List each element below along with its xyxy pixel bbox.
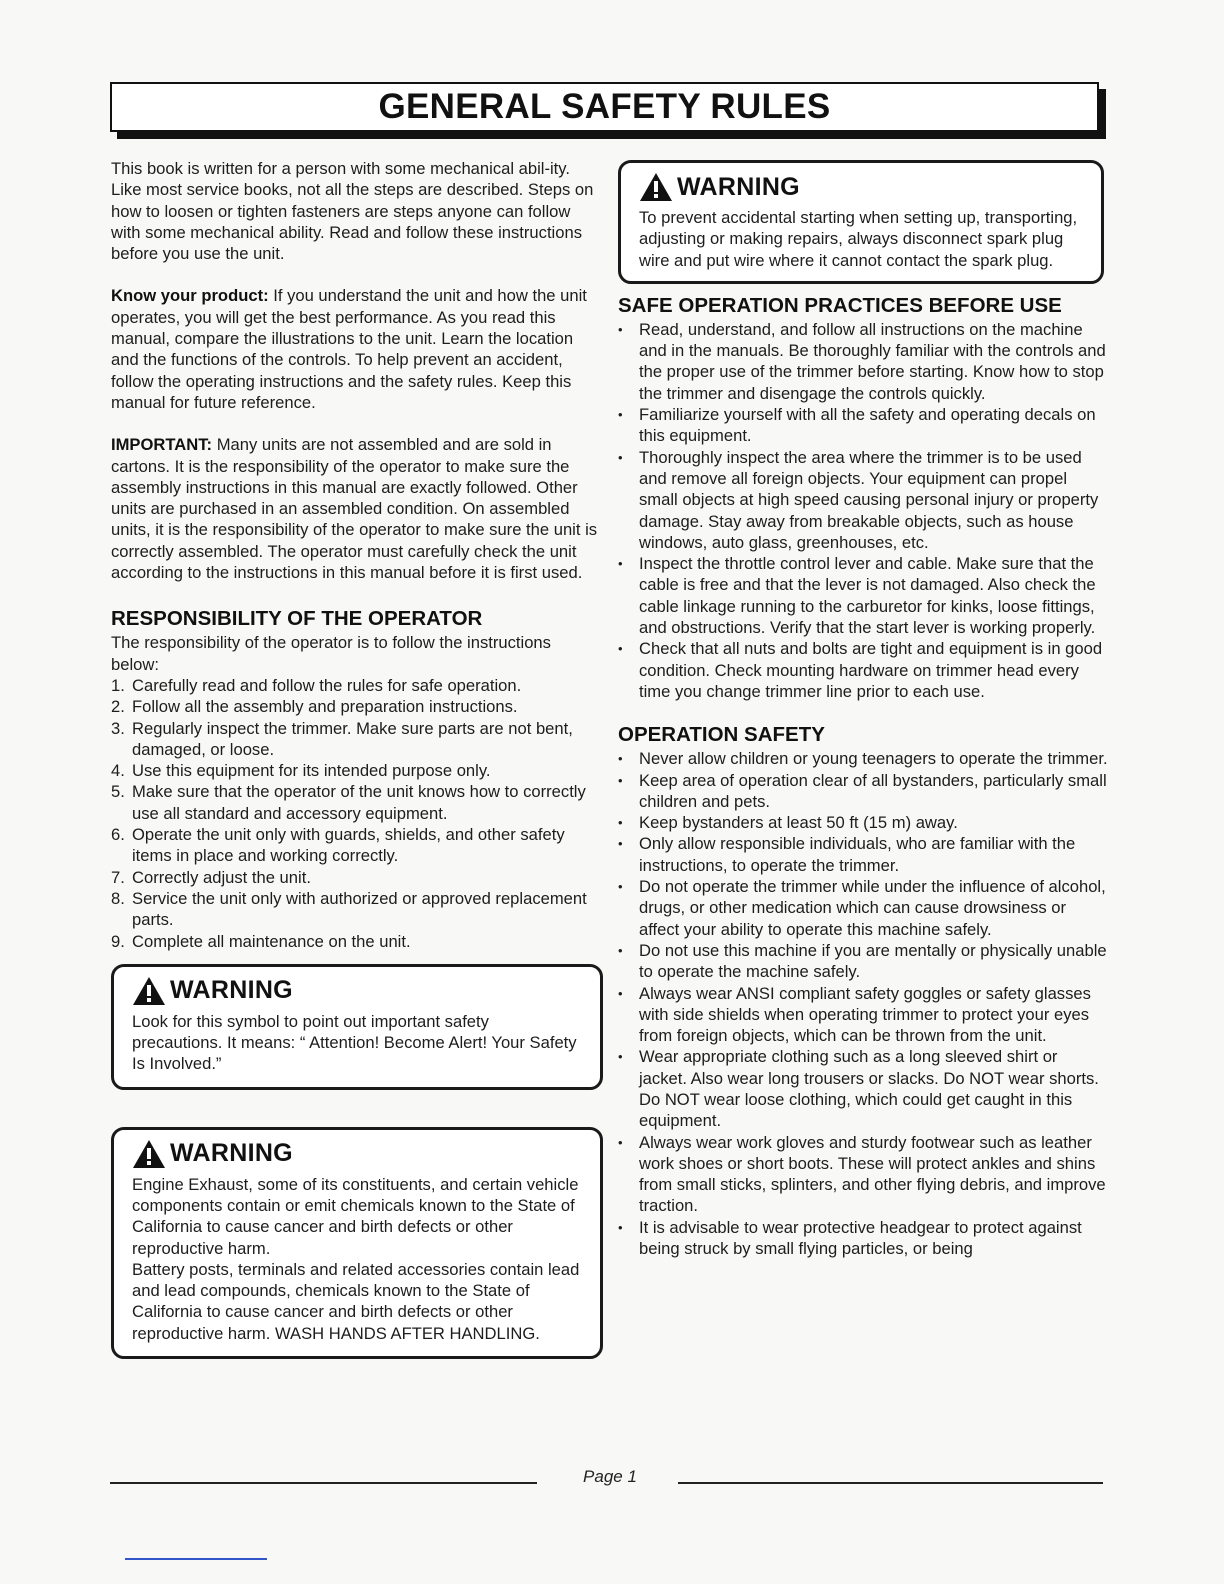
important-paragraph [111, 434, 599, 583]
list-item [618, 319, 1110, 404]
list-item [111, 888, 599, 931]
warning-label: WARNING [170, 976, 293, 1005]
item-number: 6. [111, 825, 125, 845]
warning-box-spark-plug [618, 160, 1104, 284]
warning-triangle-icon [132, 975, 166, 1007]
warning-box-california [111, 1127, 603, 1359]
item-text: Always wear work gloves and sturdy footwear such as leather work shoes or short boots. These will protect ankles and shins from small sticks, splinters, and other flying debris, and improve traction. [639, 1132, 1106, 1216]
page-number: Page 1 [583, 1467, 637, 1486]
bullet: • [618, 641, 623, 657]
item-text: Keep bystanders at least 50 ft (15 m) away. [639, 813, 958, 833]
item-text: It is advisable to wear protective headgear to protect against being struck by small flying particles, or being [639, 1217, 1082, 1259]
list-item [111, 867, 599, 888]
warning-label: WARNING [170, 1139, 293, 1168]
responsibility-list [111, 675, 599, 952]
bullet: • [618, 321, 623, 337]
operation-safety-list [618, 748, 1110, 1259]
warning-text-exhaust: Engine Exhaust, some of its constituents, and certain vehicle components contain or emit chemicals known to the State of California to cause cancer and birth defects or other reproductive harm. [132, 1174, 579, 1258]
list-item [618, 748, 1110, 769]
list-item [618, 553, 1110, 638]
bullet: • [618, 942, 623, 958]
item-text: Read, understand, and follow all instructions on the machine and in the manuals. Be thoroughly familiar with the controls and the proper use of the trimmer before starting. Know how to stop the trimmer and disengage the controls quickly. [639, 319, 1106, 403]
list-item [618, 1217, 1110, 1260]
list-item [111, 824, 599, 867]
list-item [111, 760, 599, 781]
item-text: Thoroughly inspect the area where the trimmer is to be used and remove all foreign objects. Your equipment can propel small objects at high speed causing personal injury or property damage. Stay away from breakable objects, such as house windows, auto glass, greenhouses, etc. [639, 447, 1099, 552]
item-text: Carefully read and follow the rules for safe operation. [132, 675, 522, 695]
before-use-list [618, 319, 1110, 702]
before-use-heading: SAFE OPERATION PRACTICES BEFORE USE [618, 293, 1062, 317]
list-item [111, 675, 599, 696]
list-item [618, 983, 1110, 1047]
list-item [618, 447, 1110, 553]
item-text: Make sure that the operator of the unit knows how to correctly use all standard and accessory equipment. [132, 782, 586, 823]
warning-triangle-icon [132, 1138, 166, 1170]
bullet: • [618, 449, 623, 465]
item-number: 8. [111, 888, 125, 908]
list-item [618, 812, 1110, 833]
item-text: Operate the unit only with guards, shields, and other safety items in place and working correctly. [132, 825, 565, 866]
bullet: • [618, 879, 623, 895]
responsibility-heading: RESPONSIBILITY OF THE OPERATOR [111, 607, 483, 631]
item-number: 5. [111, 782, 125, 802]
item-text: Complete all maintenance on the unit. [132, 931, 411, 951]
item-number: 9. [111, 931, 125, 951]
list-item [618, 940, 1110, 983]
left-column [111, 158, 599, 1359]
bullet: • [618, 836, 623, 852]
know-product-label: Know your product: [111, 286, 269, 306]
item-text: Inspect the throttle control lever and cable. Make sure that the cable is free and that the lever is not damaged. Also check the cable linkage running to the carburetor for kinks, loose fittings, and obstructions. Verify that the start lever is working properly. [639, 554, 1096, 638]
responsibility-intro: The responsibility of the operator is to follow the instructions below: [111, 633, 551, 674]
item-text: Regularly inspect the trimmer. Make sure parts are not bent, damaged, or loose. [132, 718, 573, 759]
item-number: 7. [111, 867, 125, 887]
bullet: • [618, 407, 623, 423]
item-number: 4. [111, 761, 125, 781]
item-text: Follow all the assembly and preparation instructions. [132, 697, 518, 717]
warning-triangle-icon [639, 171, 673, 203]
item-text: Always wear ANSI compliant safety goggles or safety glasses with side shields when operating trimmer to protect your eyes from foreign objects, which can be thrown from the unit. [639, 983, 1091, 1046]
item-text: Keep area of operation clear of all bystanders, particularly small children and pets. [639, 770, 1107, 811]
warning-label: WARNING [677, 172, 800, 201]
bullet: • [618, 1134, 623, 1150]
item-text: Never allow children or young teenagers to operate the trimmer. [639, 749, 1108, 769]
list-item [618, 1046, 1110, 1131]
know-product-text: If you understand the unit and how the unit operates, you will get the best performance. As you read this manual, compare the illustrations to the unit. Learn the location and the functions of the controls. To help prevent an accident, follow the operating instructions and the safety rules. Keep this manual for future reference. [111, 286, 587, 412]
list-item [618, 876, 1110, 940]
list-item [111, 931, 599, 952]
bullet: • [618, 1219, 623, 1235]
item-text: Only allow responsible individuals, who are familiar with the instructions, to operate the trimmer. [639, 834, 1076, 875]
warning-header [132, 973, 582, 1009]
warning-text-battery: Battery posts, terminals and related accessories contain lead and lead compounds, chemicals known to the State of California to cause cancer and birth defects or other reproductive harm. WASH HANDS AFTER HANDLING. [132, 1259, 580, 1343]
item-text: Correctly adjust the unit. [132, 867, 311, 887]
list-item [618, 833, 1110, 876]
warning-header [639, 169, 1083, 205]
bullet: • [618, 815, 623, 831]
footer-rule-right [678, 1482, 1103, 1484]
item-text: Check that all nuts and bolts are tight and equipment is in good condition. Check mounting hardware on trimmer head every time you change trimmer line prior to each use. [639, 639, 1103, 701]
right-column [618, 158, 1110, 1259]
item-text: Do not operate the trimmer while under the influence of alcohol, drugs, or other medication which can cause drowsiness or affect your ability to operate this machine safely. [639, 877, 1106, 939]
know-product-paragraph [111, 285, 599, 413]
page-title-box [110, 82, 1099, 132]
page-title: GENERAL SAFETY RULES [378, 87, 831, 126]
bullet: • [618, 1049, 623, 1065]
item-text: Do not use this machine if you are mentally or physically unable to operate the machine safely. [639, 940, 1107, 982]
footer-rule-left [110, 1482, 537, 1484]
bullet: • [618, 751, 623, 767]
item-text: Wear appropriate clothing such as a long sleeved shirt or jacket. Also wear long trousers or slacks. Do NOT wear shorts. Do NOT wear loose clothing, which could get caught in this equipment. [639, 1047, 1099, 1131]
bullet: • [618, 985, 623, 1001]
list-item [111, 781, 599, 824]
list-item [111, 718, 599, 761]
important-text: Many units are not assembled and are sold in cartons. It is the responsibility of the operator to make sure the assembly instructions in this manual are exactly followed. Other units are purchased in an assembled condition. On assembled units, it is the responsibility of the operator to make sure the unit is correctly assembled. The operator must carefully check the unit according to the instructions in this manual before it is first used. [111, 435, 598, 583]
item-text: Service the unit only with authorized or approved replacement parts. [132, 888, 587, 930]
list-item [618, 404, 1110, 447]
item-number: 2. [111, 697, 125, 717]
warning-header [132, 1136, 582, 1172]
list-item [618, 1132, 1110, 1217]
warning-text: To prevent accidental starting when setting up, transporting, adjusting or making repairs, always disconnect spark plug wire and put wire where it cannot contact the spark plug. [639, 208, 1078, 270]
item-number: 1. [111, 675, 125, 695]
operation-safety-heading: OPERATION SAFETY [618, 723, 825, 747]
item-text: Use this equipment for its intended purpose only. [132, 761, 491, 781]
bottom-link-underline [125, 1558, 267, 1560]
item-number: 3. [111, 718, 125, 738]
list-item [618, 770, 1110, 813]
bullet: • [618, 556, 623, 572]
important-label: IMPORTANT: [111, 435, 213, 455]
warning-text: Look for this symbol to point out important safety precautions. It means: “ Attention! Become Alert! Your Safety Is Involved.” [132, 1011, 577, 1074]
list-item [618, 638, 1110, 702]
list-item [111, 696, 599, 717]
warning-box-symbol [111, 964, 603, 1090]
intro-paragraph: This book is written for a person with some mechanical abil-ity. Like most service books, not all the steps are described. Steps on how to loosen or tighten fasteners are steps anyone can follow with some mechanical ability. Read and follow these instructions before you use the unit. [111, 159, 594, 264]
bullet: • [618, 772, 623, 788]
item-text: Familiarize yourself with all the safety and operating decals on this equipment. [639, 405, 1096, 446]
